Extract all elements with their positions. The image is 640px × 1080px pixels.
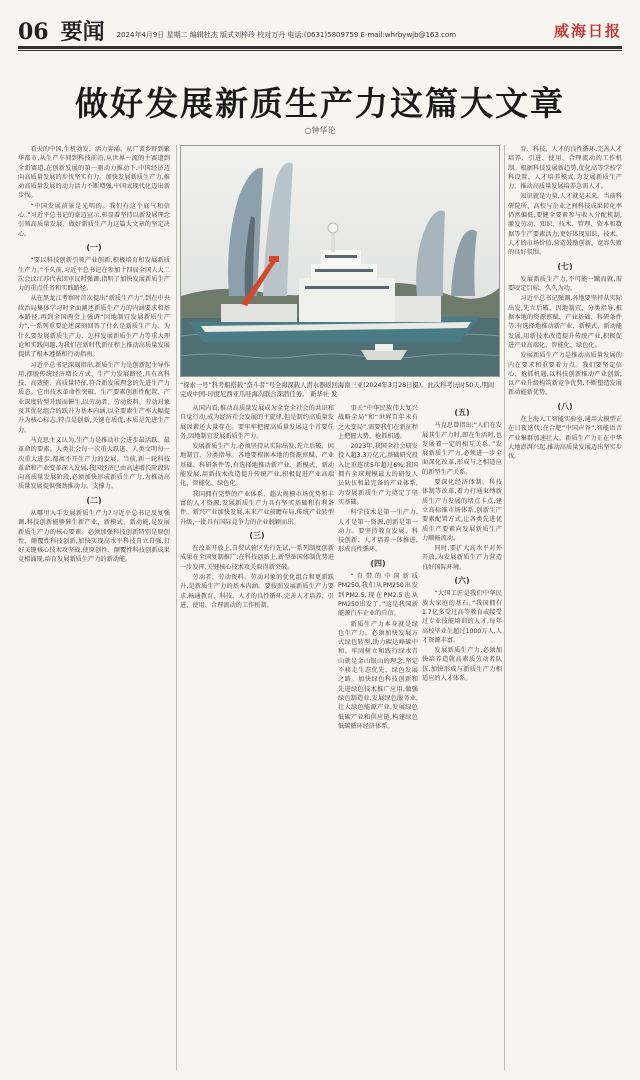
section-heading: (七) (557, 261, 573, 271)
paragraph: 发展新质生产力是推动高质量发展的内在要求和重要着力点。我们要坚定信心、抢抓机遇,以科技创新推动产业创新,以产业升级构筑新竞争优势,不断塑造发展新动能新优势。 (508, 352, 622, 397)
paragraph: “要以科技创新引领产业创新,积极培育和发展新质生产力。”不久前,习近平总书记在参加十四届全国人大二次会议江苏代表团审议时强调,指明了加快发展新质生产力的重点任务和实践路径。 (18, 257, 170, 293)
newspaper-logo: 威海日报 (553, 22, 622, 40)
article-column-4 (422, 404, 502, 1070)
paragraph: “中国发展前景是光明的。我们有这个底气和信心。”习近平总书记的豪迈宣示,彰显着坚持以新发展理念引领高质量发展、做好新质生产力这篇大文章的坚定决心。 (18, 202, 170, 238)
paragraph: 发展新质生产力,不可能一蹴而就,需要咬定目标、久久为功。 (508, 275, 622, 293)
article-column-1 (18, 145, 170, 1070)
masthead-rule-thin (18, 50, 622, 51)
paragraph: 从在黑龙江考察时首次提出“新质生产力”,到在中央政治局集体学习时全面阐述新质生产力的内涵要求和基本路径,再到全国两会上强调“因地制宜发展新质生产力”,一系列重要论述深刻回答了什么是新质生产力、为什么要发展新质生产力、怎样发展新质生产力等重大理论和实践问题,为我们在新时代新征程上推动高质量发展提供了根本遵循和行动指南。 (18, 295, 170, 359)
paragraph: 我国拥有完整的产业体系、超大规模市场优势和丰富的人才资源,发展新质生产力具有坚实基础和有利条件。新兴产业加快发展,未来产业前瞻布局,传统产业转型升级,一批具有国际竞争力的企业脱颖而出。 (180, 490, 334, 526)
section-heading: (八) (557, 401, 573, 411)
paragraph: 从哪里入手发展新质生产力?习近平总书记反复强调,科技创新能够催生新产业、新模式、新动能,是发展新质生产力的核心要素。必须加强科技创新特别是原创性、颠覆性科技创新,加快实现高水平科技自立自强,打好关键核心技术攻坚战,使原创性、颠覆性科技创新成果竞相涌现,培育发展新质生产力的新动能。 (18, 509, 170, 564)
paragraph: 发展新质生产力,必须加快培养造就高素质劳动者队伍,加快形成与新质生产力相适应的人才体系。 (422, 647, 502, 683)
section-heading: (六) (454, 576, 470, 586)
paragraph: 在上海人工智能实验室,通用大模型正在日夜迭代;在合肥“中国声谷”,智能语音产业集群加速壮大。新质生产力正在中华大地澎湃兴起,推动高质量发展迈出坚实步伐。 (508, 416, 622, 461)
paragraph: 习近平总书记深刻指出,新质生产力是创新起主导作用,摆脱传统经济增长方式、生产力发展路径,具有高科技、高效能、高质量特征,符合新发展理念的先进生产力质态。它由技术革命性突破、生产要素创新性配置、产业深度转型升级而催生,以劳动者、劳动资料、劳动对象及其优化组合的跃升为基本内涵,以全要素生产率大幅提升为核心标志,特点是创新,关键在质优,本质是先进生产力。 (18, 361, 170, 434)
article-column-3 (338, 404, 418, 1070)
headline: 做好发展新质生产力这篇大文章 (75, 84, 565, 123)
paragraph: 从国内看,推动高质量发展成为全党全社会的共识和自觉行动,成为经济社会发展的主旋律,但是制约高质量发展因素还大量存在。要牢牢把握高质量发展这个首要任务,因地制宜发展新质生产力。 (180, 405, 334, 440)
paragraph: “大国工匠是我们中华民族大家庭的基石。”我国拥有1.7亿多受过高等教育或接受过专业技能培训的人才,每年高校毕业生超过1000万人,人才资源丰富。 (422, 590, 502, 644)
byline: ○钟华论 (304, 126, 336, 135)
masthead-rule (18, 46, 622, 49)
section-name: 要闻 (60, 19, 105, 45)
page-number: 06 (18, 19, 49, 45)
paragraph: 育、科技、人才的良性循环,完善人才培养、引进、使用、合理流动的工作机制。根据科技发展新趋势,优化高等学校学科设置、人才培养模式,为发展新质生产力、推动高质量发展培养急需人才。 (508, 146, 622, 191)
news-photo (180, 145, 500, 377)
paragraph: 同时,要扩大高水平对外开放,为发展新质生产力营造良好国际环境。 (422, 545, 502, 571)
article-column-5 (508, 145, 622, 1070)
paragraph: 事关“中华民族伟大复兴战略全局”和“世界百年未有之大变局”,需要我们在新征程上把握大势、抢抓机遇。 (338, 405, 418, 440)
paragraph: 新质生产力本身就是绿色生产力。必须加快发展方式绿色转型,助力碳达峰碳中和。牢固树立和践行绿水青山就是金山银山的理念,坚定不移走生态优先、绿色发展之路。加快绿色科技创新和先进绿色技术推广应用,做强绿色制造业,发展绿色服务业,壮大绿色能源产业,发展绿色低碳产业和供应链,构建绿色低碳循环经济体系。 (338, 620, 418, 730)
paragraph: 科学技术是第一生产力,人才是第一资源,创新是第一动力。要坚持教育发展、科技创新、人才培养一体推进,形成良性循环。 (338, 509, 418, 554)
section-heading: (二) (86, 495, 102, 505)
article-column-2 (180, 404, 334, 1070)
photo-caption: “探索一号”科考船搭载“奋斗者”号全海深载人潜水器返回海南三亚(2024年3月28日摄)。此次科考历时50天,期间完成中国-印度尼西亚爪哇海沟联合深潜任务。 新华社 发 (180, 382, 495, 398)
column-divider (176, 145, 177, 1070)
section-heading: (五) (454, 408, 470, 417)
paragraph: “自带的中国新质PM250,我们从PM250出发到PM2.5,现在PM2.5也从PM250出发了。”这是我国新能源汽车企业的自信。 (338, 573, 418, 618)
paragraph: 习近平总书记强调,各地要坚持从实际出发,先立后破、因地制宜、分类指导,根据本地的资源禀赋、产业基础、科研条件等,有选择地推动新产业、新模式、新动能发展,用新技术改造提升传统产业,积极促进产业高端化、智能化、绿色化。 (508, 295, 622, 349)
section-heading: (四) (370, 558, 386, 568)
paragraph: 要深化经济体制、科技体制等改革,着力打通束缚新质生产力发展的堵点卡点,建立高标准市场体系,创新生产要素配置方式,让各类先进优质生产要素向发展新质生产力顺畅流动。 (422, 479, 502, 542)
masthead (18, 14, 622, 44)
section-heading: (一) (86, 242, 102, 252)
research-ship-photo-icon (181, 146, 500, 377)
paragraph: 在改革开放上,自贸试验区先行先试,一系列制度创新成果在全国复制推广;在科技创新上,新型举国体制优势进一步发挥,关键核心技术攻关取得新突破。 (180, 545, 334, 571)
issue-info: 2024年4月9日 星期二 编辑杜杰 版式刘梓玲 校对万丹 电话:(0631)5809759 E-mail:whrbywjb@163.com (116, 31, 457, 39)
column-divider (504, 145, 505, 1070)
paragraph: 马克思曾指出:“人们在发展其生产力时,即在生活时,也发展着一定的相互关系。”发展新质生产力,必须进一步全面深化改革,形成与之相适应的新型生产关系。 (422, 422, 502, 476)
paragraph: 知识就是力量,人才就是未来。当前科研院所、高校与企业之间科技成果转化率仍然偏低,要健全要素参与收入分配机制,激发劳动、知识、技术、管理、资本和数据等生产要素活力,更好体现知识、技术、人才的市场价值,营造鼓励创新、宽容失败的良好氛围。 (508, 193, 622, 257)
paragraph: 看天的中国,生机勃发、活力奔涌。从广袤乡野到繁华都市,从生产车间到科技前沿,从世界一流的主赛道到全新赛道,在创新发展的第一驱动力推动下,中国经济迈向高质量发展的步伐坚实有力。加快发展新质生产力,推动高质量发展的动力活力不断增强,中国式现代化迈出新步伐。 (18, 146, 170, 200)
paragraph: 劳动者、劳动资料、劳动对象的优化组合和更新跃升,是新质生产力的基本内涵。要按照发展新质生产力要求,畅通教育、科技、人才的良性循环,完善人才培养、引进、使用、合理流动的工作机制。 (180, 574, 334, 609)
paragraph: 马克思主义认为,生产力是推动社会进步最活跃、最革命的要素。人类社会每一次重大跃进、人类文明每一次重大进步,都离不开生产力的发展。当前,新一轮科技革命和产业变革深入发展,我国经济已由高速增长阶段转向高质量发展阶段,必须加快形成新质生产力,为推动高质量发展提供强劲推动力、支撑力。 (18, 436, 170, 491)
paragraph: 2023年,我国全社会研发投入超3.3万亿元,基础研究投入比重连续5年超过6%;我国拥有全球规模最大的研发人员队伍和最完备的产业体系,为发展新质生产力奠定了坚实基础。 (338, 443, 418, 506)
paragraph: 发展新质生产力,必须坚持从实际出发,先立后破、因地制宜、分类指导。各地要根据本地的资源禀赋、产业基础、科研条件等,有选择地推动新产业、新模式、新动能发展,用新技术改造提升传统产业,积极促进产业高端化、智能化、绿色化。 (180, 443, 334, 488)
section-heading: (三) (249, 530, 265, 540)
